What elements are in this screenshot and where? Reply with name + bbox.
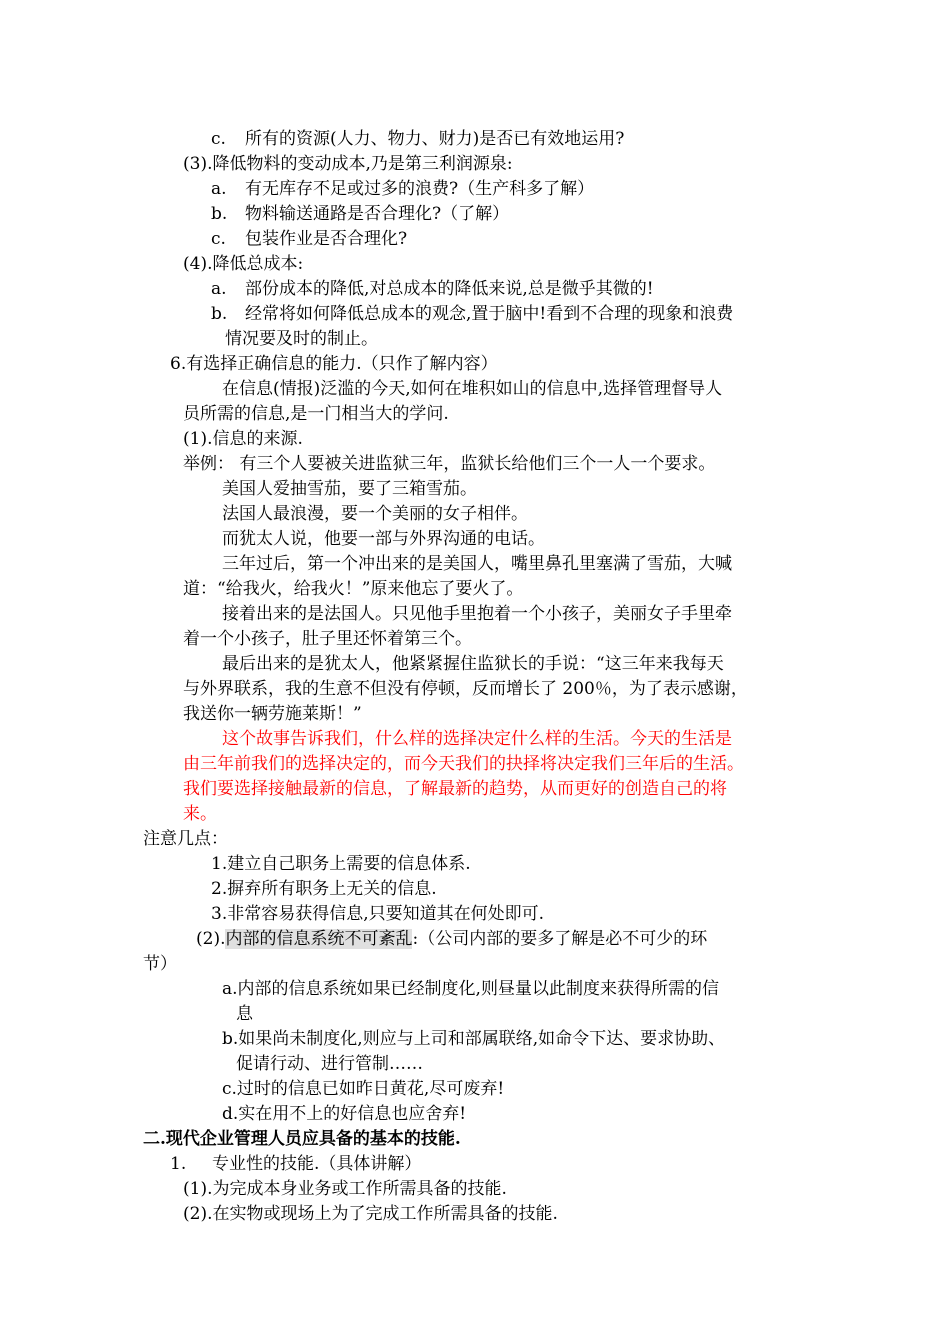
item-marker: 1. [170, 1154, 187, 1174]
item-marker: c. [211, 229, 226, 249]
subheading-4: (4).降低总成本: [183, 254, 304, 274]
list-item-b [211, 202, 509, 226]
subheading-1: (1).信息的来源. [183, 429, 303, 449]
item-text: 专业性的技能.（具体讲解） [212, 1154, 422, 1174]
item-marker: a. [211, 279, 227, 299]
example-line: 与外界联系，我的生意不但没有停顿，反而增长了 200％，为了表示感谢， [183, 679, 748, 699]
list-item-c [211, 127, 624, 151]
moral-line: 我们要选择接触最新的信息，了解最新的趋势，从而更好的创造自己的将 [183, 779, 727, 799]
subheading-3: (3).降低物料的变动成本,乃是第三利润源泉: [183, 154, 513, 174]
subheading-2 [196, 927, 707, 951]
item-marker: b. [211, 204, 228, 224]
item-text: 所有的资源(人力、物力、财力)是否已有效地运用? [245, 129, 625, 149]
list-item-b: b.如果尚未制度化,则应与上司和部属联络,如命令下达、要求协助、 [222, 1029, 726, 1049]
item-text: 包装作业是否合理化? [245, 229, 408, 249]
list-item-c [211, 227, 407, 251]
subheading-1: (1).为完成本身业务或工作所需具备的技能. [183, 1179, 507, 1199]
section-heading-6: 6.有选择正确信息的能力.（只作了解内容） [170, 354, 498, 374]
note-item: 3.非常容易获得信息,只要知道其在何处即可. [211, 904, 545, 924]
example-line: 三年过后，第一个冲出来的是美国人，嘴里鼻孔里塞满了雪茄，大喊 [222, 554, 732, 574]
list-item-d: d.实在用不上的好信息也应舍弃! [222, 1104, 467, 1124]
example-line: 法国人最浪漫，要一个美丽的女子相伴。 [222, 504, 528, 524]
list-item-continuation: 情况要及时的制止。 [225, 329, 378, 349]
example-line: 举例： 有三个人要被关进监狱三年，监狱长给他们三个一人一个要求。 [183, 454, 716, 474]
chapter-heading: 二.现代企业管理人员应具备的基本的技能. [143, 1129, 461, 1149]
item-text: 有无库存不足或过多的浪费?（生产科多了解） [245, 179, 595, 199]
list-item-continuation: 促请行动、进行管制…… [236, 1054, 423, 1074]
list-item-a: a.内部的信息系统如果已经制度化,则昼量以此制度来获得所需的信 [222, 979, 719, 999]
example-line: 美国人爱抽雪茄，要了三箱雪茄。 [222, 479, 477, 499]
note-item: 1.建立自己职务上需要的信息体系. [211, 854, 471, 874]
list-item-a [211, 177, 594, 201]
item-marker: a. [211, 179, 227, 199]
moral-line: 由三年前我们的选择决定的，而今天我们的抉择将决定我们三年后的生活。 [183, 754, 744, 774]
subheading-2: (2).在实物或现场上为了完成工作所需具备的技能. [183, 1204, 558, 1224]
item-marker: c. [211, 129, 226, 149]
paragraph-line: 在信息(情报)泛滥的今天,如何在堆积如山的信息中,选择管理督导人 [222, 379, 723, 399]
example-line: 而犹太人说，他要一部与外界沟通的电话。 [222, 529, 545, 549]
numbered-item-1 [170, 1152, 421, 1176]
example-line: 接着出来的是法国人。只见他手里抱着一个小孩子，美丽女子手里牵 [222, 604, 732, 624]
subheading-number: (2). [196, 929, 226, 949]
item-marker: b. [211, 304, 228, 324]
item-text: 部份成本的降低,对总成本的降低来说,总是微乎其微的! [245, 279, 654, 299]
notes-heading: 注意几点： [143, 829, 228, 849]
list-item-c: c.过时的信息已如昨日黄花,尽可废弃! [222, 1079, 505, 1099]
highlighted-text: 内部的信息系统不可紊乱 [225, 929, 413, 949]
list-item-continuation: 息 [236, 1004, 253, 1024]
moral-line: 这个故事告诉我们，什么样的选择决定什么样的生活。今天的生活是 [222, 729, 732, 749]
list-item-b [211, 302, 733, 326]
example-line: 道：“给我火，给我火！”原来他忘了要火了。 [183, 579, 524, 599]
example-line: 最后出来的是犹太人，他紧紧握住监狱长的手说：“这三年来我每天 [222, 654, 724, 674]
paragraph-line: 员所需的信息,是一门相当大的学问. [183, 404, 449, 424]
example-line: 我送你一辆劳施莱斯！” [183, 704, 362, 724]
example-line: 着一个小孩子，肚子里还怀着第三个。 [183, 629, 472, 649]
item-text: 物料输送通路是否合理化?（了解） [245, 204, 510, 224]
list-item-a [211, 277, 654, 301]
item-text: 经常将如何降低总成本的观念,置于脑中!看到不合理的现象和浪费 [245, 304, 734, 324]
moral-line: 来。 [183, 804, 217, 824]
subheading-continuation: 节） [143, 954, 177, 974]
subheading-remark: :（公司内部的要多了解是必不可少的环 [412, 929, 708, 949]
note-item: 2.摒弃所有职务上无关的信息. [211, 879, 437, 899]
